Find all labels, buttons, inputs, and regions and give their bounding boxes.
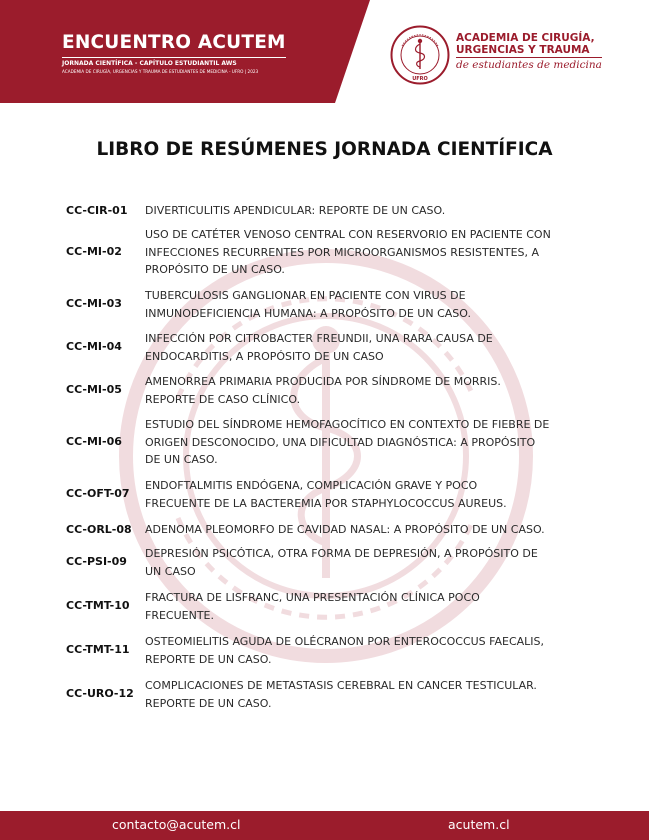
entry-title: ESTUDIO DEL SÍNDROME HEMOFAGOCÍTICO EN CONTEXTO DE FIEBRE DE ORIGEN DESCONOCIDO, UNA DIFICULTAD DIAGNÓSTICA: A PROPÓSITO DE UN CASO. bbox=[145, 418, 550, 466]
entry-code: CC-ORL-08 bbox=[66, 523, 132, 536]
entry-code: CC-MI-05 bbox=[66, 383, 122, 396]
entry-code: CC-CIR-01 bbox=[66, 204, 128, 217]
brand-subtitle-small: ACADEMIA DE CIRUGÍA, URGENCIAS Y TRAUMA DE ESTUDIANTES DE MEDICINA - UFRO | 2023 bbox=[62, 69, 259, 74]
entry-code: CC-OFT-07 bbox=[66, 487, 130, 500]
entry-code: CC-PSI-09 bbox=[66, 555, 127, 568]
entry-code: CC-TMT-10 bbox=[66, 599, 130, 612]
org-name-line-1: ACADEMIA DE CIRUGÍA, bbox=[456, 32, 595, 44]
entry-code: CC-MI-02 bbox=[66, 245, 122, 258]
entry-title: ENDOFTALMITIS ENDÓGENA, COMPLICACIÓN GRAVE Y POCO FRECUENTE DE LA BACTEREMIA POR STAPHYLOCOCCUS AUREUS. bbox=[145, 479, 507, 510]
brand-block bbox=[62, 32, 286, 75]
contact-email-link[interactable]: contacto@acutem.cl bbox=[112, 817, 241, 832]
entry-code: CC-MI-03 bbox=[66, 297, 122, 310]
entry-code: CC-TMT-11 bbox=[66, 643, 130, 656]
entry-title: OSTEOMIELITIS AGUDA DE OLÉCRANON POR ENTEROCOCCUS FAECALIS, REPORTE DE UN CASO. bbox=[145, 635, 545, 666]
entry-title: ADENOMA PLEOMORFO DE CAVIDAD NASAL: A PROPÓSITO DE UN CASO. bbox=[145, 523, 545, 536]
website-link[interactable]: acutem.cl bbox=[448, 817, 510, 832]
footer-bar bbox=[0, 811, 649, 840]
entry-title: USO DE CATÉTER VENOSO CENTRAL CON RESERVORIO EN PACIENTE CON INFECCIONES RECURRENTES POR MICROORGANISMOS RESISTENTES, A PROPÓSITO DE UN CASO. bbox=[145, 228, 551, 276]
entry-title: DIVERTICULITIS APENDICULAR: REPORTE DE UN CASO. bbox=[145, 204, 446, 217]
entry-title: DEPRESIÓN PSICÓTICA, OTRA FORMA DE DEPRESIÓN, A PROPÓSITO DE UN CASO bbox=[145, 547, 538, 578]
entry-title: INFECCIÓN POR CITROBACTER FREUNDII, UNA RARA CAUSA DE ENDOCARDITIS, A PROPÓSITO DE UN CASO bbox=[145, 332, 493, 363]
entry-title: TUBERCULOSIS GANGLIONAR EN PACIENTE CON VIRUS DE INMUNODEFICIENCIA HUMANA: A PROPÓSITO DE UN CASO. bbox=[145, 289, 471, 320]
entry-title: FRACTURA DE LISFRANC, UNA PRESENTACIÓN CLÍNICA POCO FRECUENTE. bbox=[145, 591, 480, 622]
entry-code: CC-MI-06 bbox=[66, 435, 122, 448]
document-title: LIBRO DE RESÚMENES JORNADA CIENTÍFICA bbox=[96, 139, 553, 160]
brand-subtitle: JORNADA CIENTÍFICA - CAPÍTULO ESTUDIANTIL AWS bbox=[62, 57, 286, 68]
entry-title: COMPLICACIONES DE METASTASIS CEREBRAL EN CANCER TESTICULAR. REPORTE DE UN CASO. bbox=[145, 679, 537, 710]
brand-title: ENCUENTRO ACUTEM bbox=[62, 32, 286, 53]
organization-name bbox=[456, 32, 602, 71]
entry-code: CC-URO-12 bbox=[66, 687, 134, 700]
entry-code: CC-MI-04 bbox=[66, 340, 122, 353]
seal-text: UFRO bbox=[412, 76, 428, 82]
org-name-line-2: URGENCIAS Y TRAUMA bbox=[456, 44, 590, 56]
academy-seal-logo bbox=[390, 25, 450, 85]
entry-title: AMENORREA PRIMARIA PRODUCIDA POR SÍNDROME DE MORRIS. REPORTE DE CASO CLÍNICO. bbox=[145, 375, 501, 406]
org-name-line-3: de estudiantes de medicina bbox=[456, 59, 602, 71]
